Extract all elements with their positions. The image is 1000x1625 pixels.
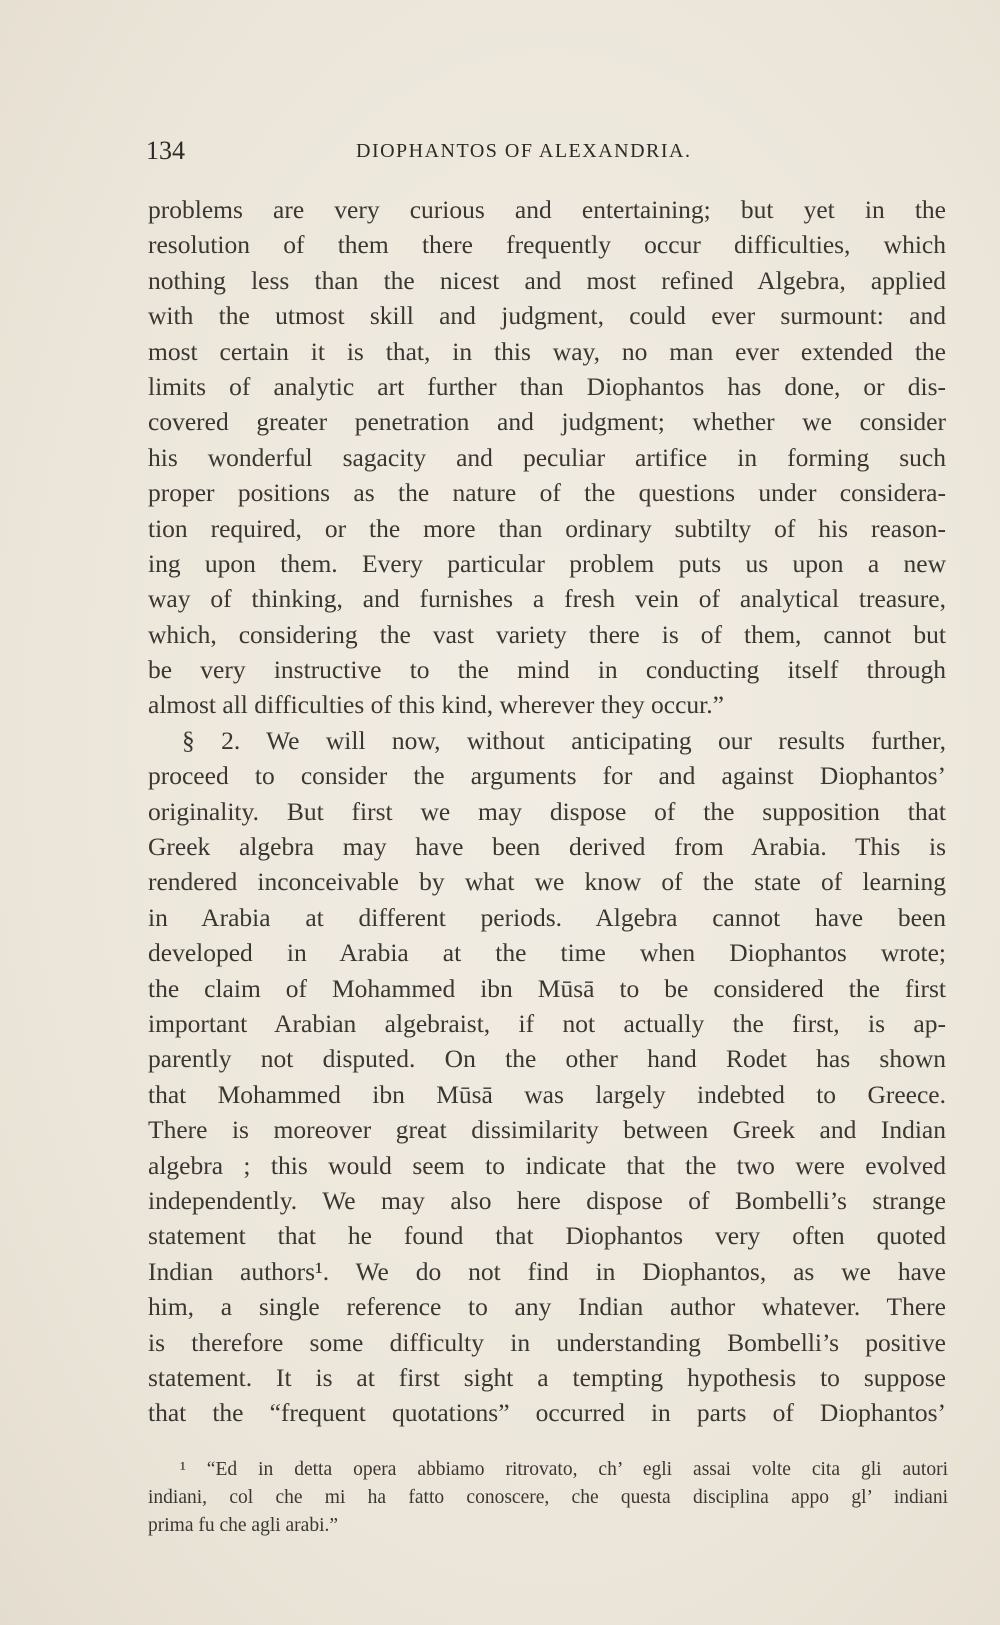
text-line: important Arabian algebraist, if not actually the first, is ap- bbox=[148, 1008, 946, 1038]
text-line: with the utmost skill and judgment, could ever surmount: and bbox=[148, 301, 946, 331]
text-line: Indian authors¹. We do not find in Diophantos, as we have bbox=[148, 1256, 946, 1286]
text-line: There is moreover great dissimilarity between Greek and Indian bbox=[148, 1115, 946, 1145]
page-number: 134 bbox=[146, 136, 185, 165]
text-line: way of thinking, and furnishes a fresh vein of analytical treasure, bbox=[148, 584, 946, 614]
text-line: proceed to consider the arguments for and against Diophantos’ bbox=[148, 761, 946, 791]
text-line: that the “frequent quotations” occurred in parts of Diophantos’ bbox=[148, 1398, 946, 1428]
text-line: the claim of Mohammed ibn Mūsā to be considered the first bbox=[148, 973, 946, 1003]
text-line: developed in Arabia at the time when Diophantos wrote; bbox=[148, 938, 946, 968]
text-line: his wonderful sagacity and peculiar artifice in forming such bbox=[148, 442, 946, 472]
text-line: ing upon them. Every particular problem puts us upon a new bbox=[148, 548, 946, 578]
paragraph-end-line: almost all difficulties of this kind, wherever they occur.” bbox=[148, 690, 724, 720]
text-line: statement. It is at first sight a tempting hypothesis to suppose bbox=[148, 1362, 946, 1392]
page-header bbox=[146, 136, 946, 176]
text-line: parently not disputed. On the other hand Rodet has shown bbox=[148, 1044, 946, 1074]
text-line: be very instructive to the mind in conducting itself through bbox=[148, 655, 946, 685]
running-title: DIOPHANTOS OF ALEXANDRIA. bbox=[356, 140, 692, 162]
text-line: him, a single reference to any Indian author whatever. There bbox=[148, 1292, 946, 1322]
text-line: proper positions as the nature of the questions under considera- bbox=[148, 478, 946, 508]
text-line: nothing less than the nicest and most refined Algebra, applied bbox=[148, 265, 946, 295]
text-line: statement that he found that Diophantos very often quoted bbox=[148, 1221, 946, 1251]
footnotes bbox=[148, 1456, 948, 1540]
text-line: resolution of them there frequently occur difficulties, which bbox=[148, 230, 946, 260]
text-line: most certain it is that, in this way, no man ever extended the bbox=[148, 336, 946, 366]
text-line: is therefore some difficulty in understanding Bombelli’s positive bbox=[148, 1327, 946, 1357]
text-line: covered greater penetration and judgment; whether we consider bbox=[148, 407, 946, 437]
text-line: that Mohammed ibn Mūsā was largely indebted to Greece. bbox=[148, 1079, 946, 1109]
text-line: algebra ; this would seem to indicate that the two were evolved bbox=[148, 1150, 946, 1180]
footnote-line: ¹ “Ed in detta opera abbiamo ritrovato, ch’ egli assai volte cita gli autori bbox=[180, 1459, 948, 1480]
text-line: rendered inconceivable by what we know of the state of learning bbox=[148, 867, 946, 897]
section-start-line: § 2. We will now, without anticipating our results further, bbox=[182, 725, 946, 755]
text-line: in Arabia at different periods. Algebra cannot have been bbox=[148, 902, 946, 932]
footnote-line: indiani, col che mi ha fatto conoscere, che questa disciplina appo gl’ indiani bbox=[148, 1487, 948, 1508]
footnote-line: prima fu che agli arabi.” bbox=[148, 1515, 339, 1536]
text-line: originality. But first we may dispose of the supposition that bbox=[148, 796, 946, 826]
body-text bbox=[148, 192, 946, 1431]
text-line: problems are very curious and entertaining; but yet in the bbox=[148, 195, 946, 224]
text-line: tion required, or the more than ordinary subtilty of his reason- bbox=[148, 513, 946, 543]
text-line: which, considering the vast variety there is of them, cannot but bbox=[148, 619, 946, 649]
text-line: Greek algebra may have been derived from Arabia. This is bbox=[148, 832, 946, 862]
text-line: limits of analytic art further than Diophantos has done, or dis- bbox=[148, 371, 946, 401]
text-line: independently. We may also here dispose of Bombelli’s strange bbox=[148, 1185, 946, 1215]
